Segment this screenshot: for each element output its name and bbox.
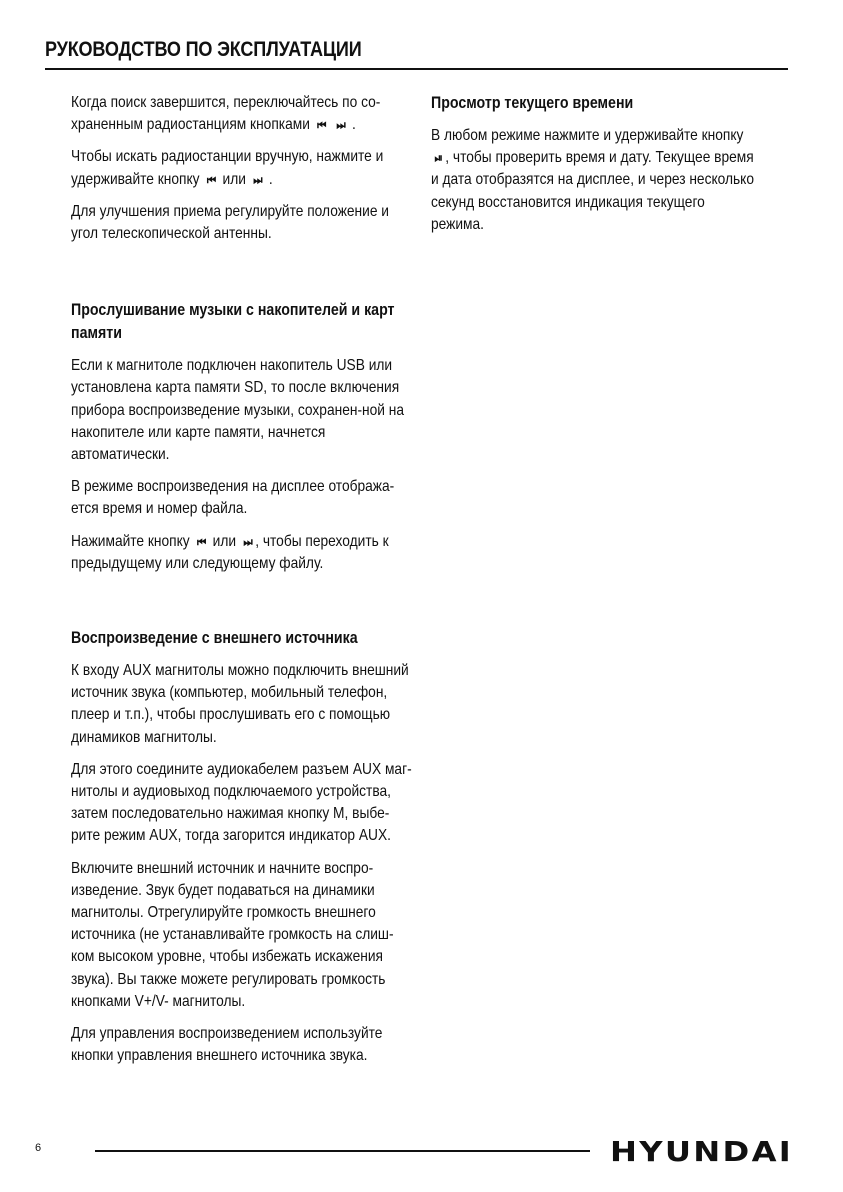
header-divider	[45, 68, 788, 70]
page-number: 6	[35, 1142, 42, 1154]
paragraph-current-time	[431, 125, 760, 236]
next-track-icon: ⏭	[336, 118, 345, 133]
paragraph-aux-volume: Включите внешний источник и начните воспро-изведение. Звук будет подаваться на динамики магнитолы. Отрегулируйте громкость внешнего источника (не устанавливайте громкость на слиш-ком высоком уровне, чтобы избежать искажения звука). Вы также можете регулировать громкость кнопками V+/V- магнитолы.	[71, 859, 394, 1010]
text-fragment: удерживайте кнопку	[71, 170, 200, 188]
text-fragment: .	[352, 116, 356, 134]
text-fragment: или	[222, 170, 246, 188]
text-fragment: В любом режиме нажмите и удерживайте кнопку	[431, 127, 744, 144]
paragraph-aux-connect: Для этого соедините аудиокабелем разъем AUX маг-нитолы и аудиовыход подключаемого устройства, затем последовательно нажимая кнопку M, выбе-рите режим AUX, тогда загорится индикатор AUX.	[71, 760, 412, 845]
prev-track-icon: ⏮	[206, 172, 216, 187]
paragraph-search-complete	[71, 92, 415, 136]
paragraph-manual-search	[71, 146, 415, 190]
page-header-title: РУКОВОДСТВО ПО ЭКСПЛУАТАЦИИ	[45, 38, 362, 61]
text-fragment: .	[268, 170, 273, 188]
text-fragment: , чтобы переходить к предыдущему или следующему файлу.	[71, 532, 389, 572]
next-track-icon: ⏭	[253, 172, 262, 187]
right-column	[431, 92, 760, 246]
section-heading-usb-sd: Прослушивание музыки с накопителей и карт памяти	[71, 301, 395, 343]
section-heading-current-time: Просмотр текущего времени	[431, 94, 634, 112]
next-track-icon: ⏭	[243, 534, 252, 549]
paragraph-aux-intro: К входу AUX магнитолы можно подключить внешний источник звука (компьютер, мобильный телефон, плеер и т.п.), чтобы прослушивать его с помощью динамиков магнитолы.	[71, 662, 409, 746]
hyundai-logo: HYUNDAI	[610, 1135, 794, 1168]
text-fragment: Когда поиск завершится, переключайтесь по со-	[71, 94, 381, 111]
prev-track-icon: ⏮	[317, 118, 326, 133]
left-column	[71, 92, 415, 1078]
footer-divider	[95, 1150, 590, 1152]
text-fragment: Нажимайте кнопку	[71, 532, 190, 550]
paragraph-display-info: В режиме воспроизведения на дисплее отобража-ется время и номер файла.	[71, 478, 395, 518]
paragraph-aux-control: Для управления воспроизведением используйте кнопки управления внешнего источника звука.	[71, 1025, 383, 1065]
text-fragment: Чтобы искать радиостанции вручную, нажмите и	[71, 148, 384, 166]
text-fragment: или	[212, 532, 237, 550]
paragraph-antenna: Для улучшения приема регулируйте положение и угол телескопической антенны.	[71, 202, 389, 243]
prev-track-icon: ⏮	[196, 534, 206, 549]
play-pause-icon: ⏯	[434, 151, 442, 166]
text-fragment: , чтобы проверить время и дату. Текущее время и дата отобразятся на дисплее, и через несколько секунд восстановится индикация текущего режима.	[431, 149, 755, 233]
section-heading-aux: Воспроизведение с внешнего источника	[71, 629, 358, 648]
paragraph-track-navigation	[71, 531, 415, 575]
text-fragment: храненным радиостанциям кнопками	[71, 116, 310, 134]
paragraph-usb-sd-autoplay: Если к магнитоле подключен накопитель USB или установлена карта памяти SD, то после включения прибора воспроизведение музыки, сохранен-ной на накопителе или карте памяти, начнется автоматически.	[71, 357, 405, 464]
